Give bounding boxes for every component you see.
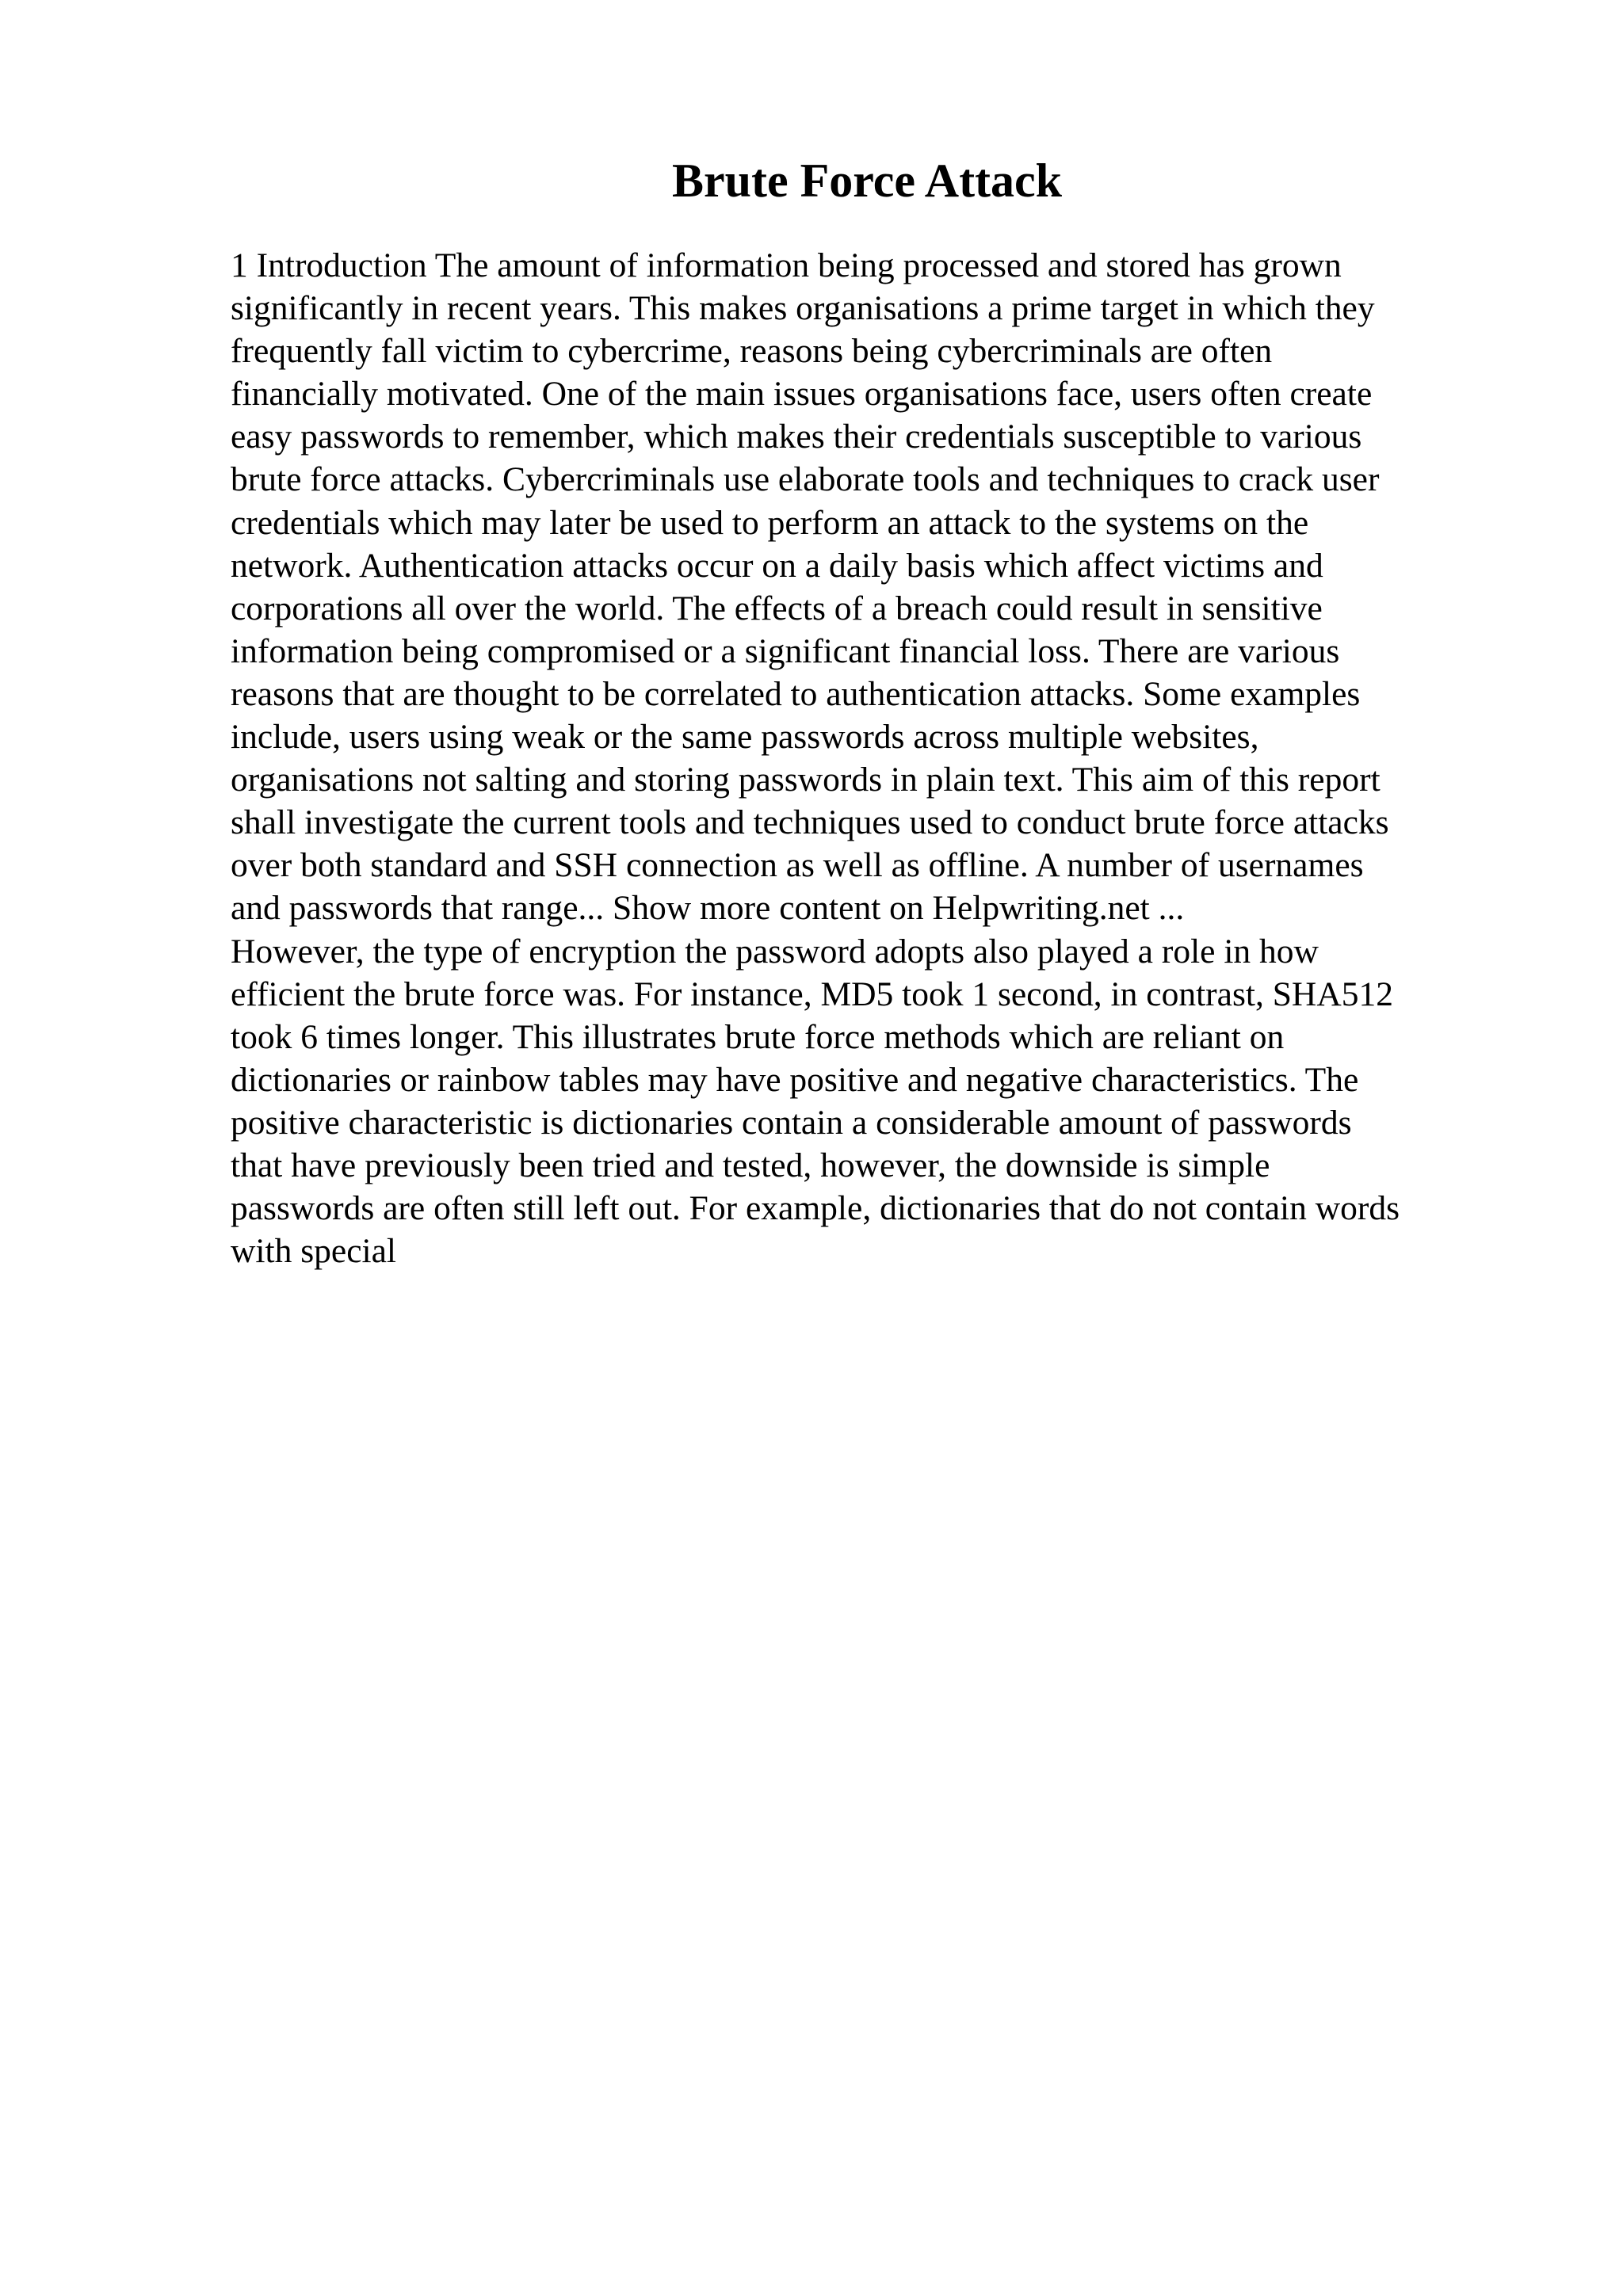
text-line: organisations not salting and storing passwords in plain text. This aim of this report	[231, 761, 1381, 799]
text-line: However, the type of encryption the password adopts also played a role in how	[231, 932, 1319, 971]
text-line: easy passwords to remember, which makes their credentials susceptible to various	[231, 418, 1362, 456]
text-line: network. Authentication attacks occur on a daily basis which affect victims and	[231, 546, 1323, 585]
text-line: corporations all over the world. The effects of a breach could result in sensitive	[231, 589, 1323, 627]
text-line: that have previously been tried and tested, however, the downside is simple	[231, 1146, 1270, 1184]
text-line: dictionaries or rainbow tables may have positive and negative characteristics. The	[231, 1060, 1359, 1099]
text-line: shall investigate the current tools and techniques used to conduct brute force attacks	[231, 803, 1389, 842]
text-line: reasons that are thought to be correlated to authentication attacks. Some examples	[231, 674, 1361, 713]
text-line: include, users using weak or the same passwords across multiple websites,	[231, 718, 1259, 757]
document-body	[231, 244, 1499, 1272]
text-line: information being compromised or a significant financial loss. There are various	[231, 631, 1340, 670]
text-line: passwords are often still left out. For example, dictionaries that do not contain words	[231, 1189, 1400, 1228]
document-title: Brute Force Attack	[671, 154, 1063, 207]
text-line: positive characteristic is dictionaries contain a considerable amount of passwords	[231, 1103, 1352, 1142]
text-line: over both standard and SSH connection as well as offline. A number of usernames	[231, 846, 1364, 885]
text-line: financially motivated. One of the main issues organisations face, users often create	[231, 375, 1373, 414]
text-line: brute force attacks. Cybercriminals use elaborate tools and techniques to crack user	[231, 460, 1380, 499]
text-line: frequently fall victim to cybercrime, reasons being cybercriminals are often	[231, 332, 1273, 371]
text-line: 1 Introduction The amount of information being processed and stored has grown	[231, 246, 1342, 284]
text-line: with special	[231, 1232, 396, 1271]
text-line: credentials which may later be used to perform an attack to the systems on the	[231, 503, 1309, 542]
text-line: significantly in recent years. This makes organisations a prime target in which they	[231, 289, 1375, 328]
text-line: and passwords that range... Show more content on Helpwriting.net ...	[231, 889, 1185, 928]
text-line: took 6 times longer. This illustrates brute force methods which are reliant on	[231, 1017, 1285, 1056]
text-line: efficient the brute force was. For instance, MD5 took 1 second, in contrast, SHA512	[231, 974, 1393, 1013]
